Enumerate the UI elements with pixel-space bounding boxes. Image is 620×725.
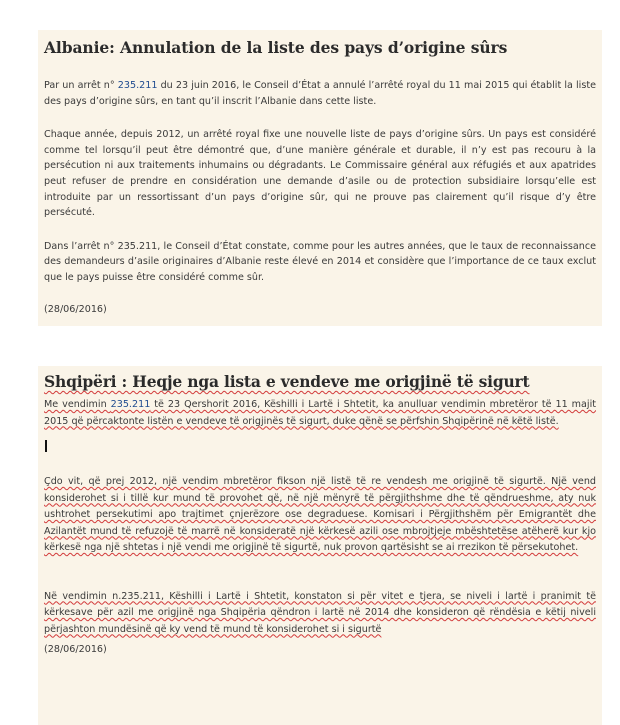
- albanian-p1-intro: Me vendimin: [44, 399, 111, 410]
- french-ruling-link[interactable]: 235.211: [117, 80, 158, 91]
- french-paragraph-3: Dans l’arrêt n° 235.211, le Conseil d’État constate, comme pour les autres années, que le taux de reconnaissance des demandeurs d’asile originaires d’Albanie reste élevé en 2014 et considère que l’importance de ce taux exclut que le pays puisse être considéré comme sûr.: [44, 240, 596, 283]
- french-p1-intro: Par un arrêt n°: [44, 80, 118, 91]
- french-paragraph-1: [44, 78, 596, 109]
- french-paragraph-2: Chaque année, depuis 2012, un arrêté royal fixe une nouvelle liste de pays d’origine sûrs. Un pays est considéré comme tel lorsqu’il peut être démontré que, d’une manière générale et durable, il n’y est pas recouru à la persécution ni aux traitements inhumains ou dégradants. Le Commissaire général aux réfugiés et aux apatrides peut refuser de prendre en considération une demande d’asile ou de protection subsidiaire lorsqu’elle est introduite par un ressortissant d’un pays d’origine sûr, qui ne prouve pas clairement qu’il risque d’y être persécuté.: [44, 129, 596, 219]
- french-p1-rest: du 23 juin 2016, le Conseil d’État a annulé l’arrêté royal du 11 mai 2015 qui établit la liste des pays d’origine sûrs, en tant qu’il inscrit l’Albanie dans cette liste.: [44, 80, 597, 107]
- albanian-article-title: Shqipëri : Heqje nga lista e vendeve me origjinë të sigurt: [44, 372, 530, 391]
- french-date: (28/06/2016): [44, 303, 107, 315]
- albanian-date: (28/06/2016): [44, 644, 107, 655]
- french-article-title: Albanie: Annulation de la liste des pays d’origine sûrs: [44, 38, 508, 57]
- french-article: [38, 30, 602, 326]
- text-cursor: [45, 440, 47, 452]
- albanian-ruling-link[interactable]: 235.211: [110, 399, 151, 410]
- albanian-article[interactable]: [38, 366, 602, 725]
- albanian-paragraph-2: Çdo vit, që prej 2012, një vendim mbretëror fikson një listë të re vendesh me origjinë të sigurtë. Një vend konsiderohet si i tillë kur mund të provohet që, në një mënyrë të përgjithshme dhe të qëndrueshme, aty nuk ushtrohet persekutimi apo trajtimet çnjerëzore ose degraduese. Komisari i Përgjithshëm për Emigrantët dhe Azilantët mund të refuzojë të marrë në konsideratë një kërkesë azili ose mbrojtjeje mbështetëse atëherë kur kjo kërkesë nga një shtetas i një vendi me origjinë të sigurtë, nuk provon qartësisht se ai rrezikon të përsekutohet.: [44, 476, 596, 553]
- albanian-p1-rest: të 23 Qershorit 2016, Këshilli i Lartë i Shtetit, ka anulluar vendimin mbretëror të 11 majit 2015 që përcaktonte listën e vendeve të origjinës të sigurt, duke qënë se përfshin Shqipërinë në këtë listë.: [44, 399, 596, 427]
- albanian-paragraph-1: [44, 397, 596, 430]
- albanian-paragraph-3: Në vendimin n.235.211, Këshilli i Lartë i Shtetit, konstaton si për vitet e tjera, se niveli i lartë i pranimit të kërkesave për azil me origjinë nga Shqipëria qëndron i lartë në 2014 dhe konsideron që rëndësia e këtij niveli përjashton mundësinë që ky vend të mund të konsiderohet si i sigurtë: [44, 590, 596, 635]
